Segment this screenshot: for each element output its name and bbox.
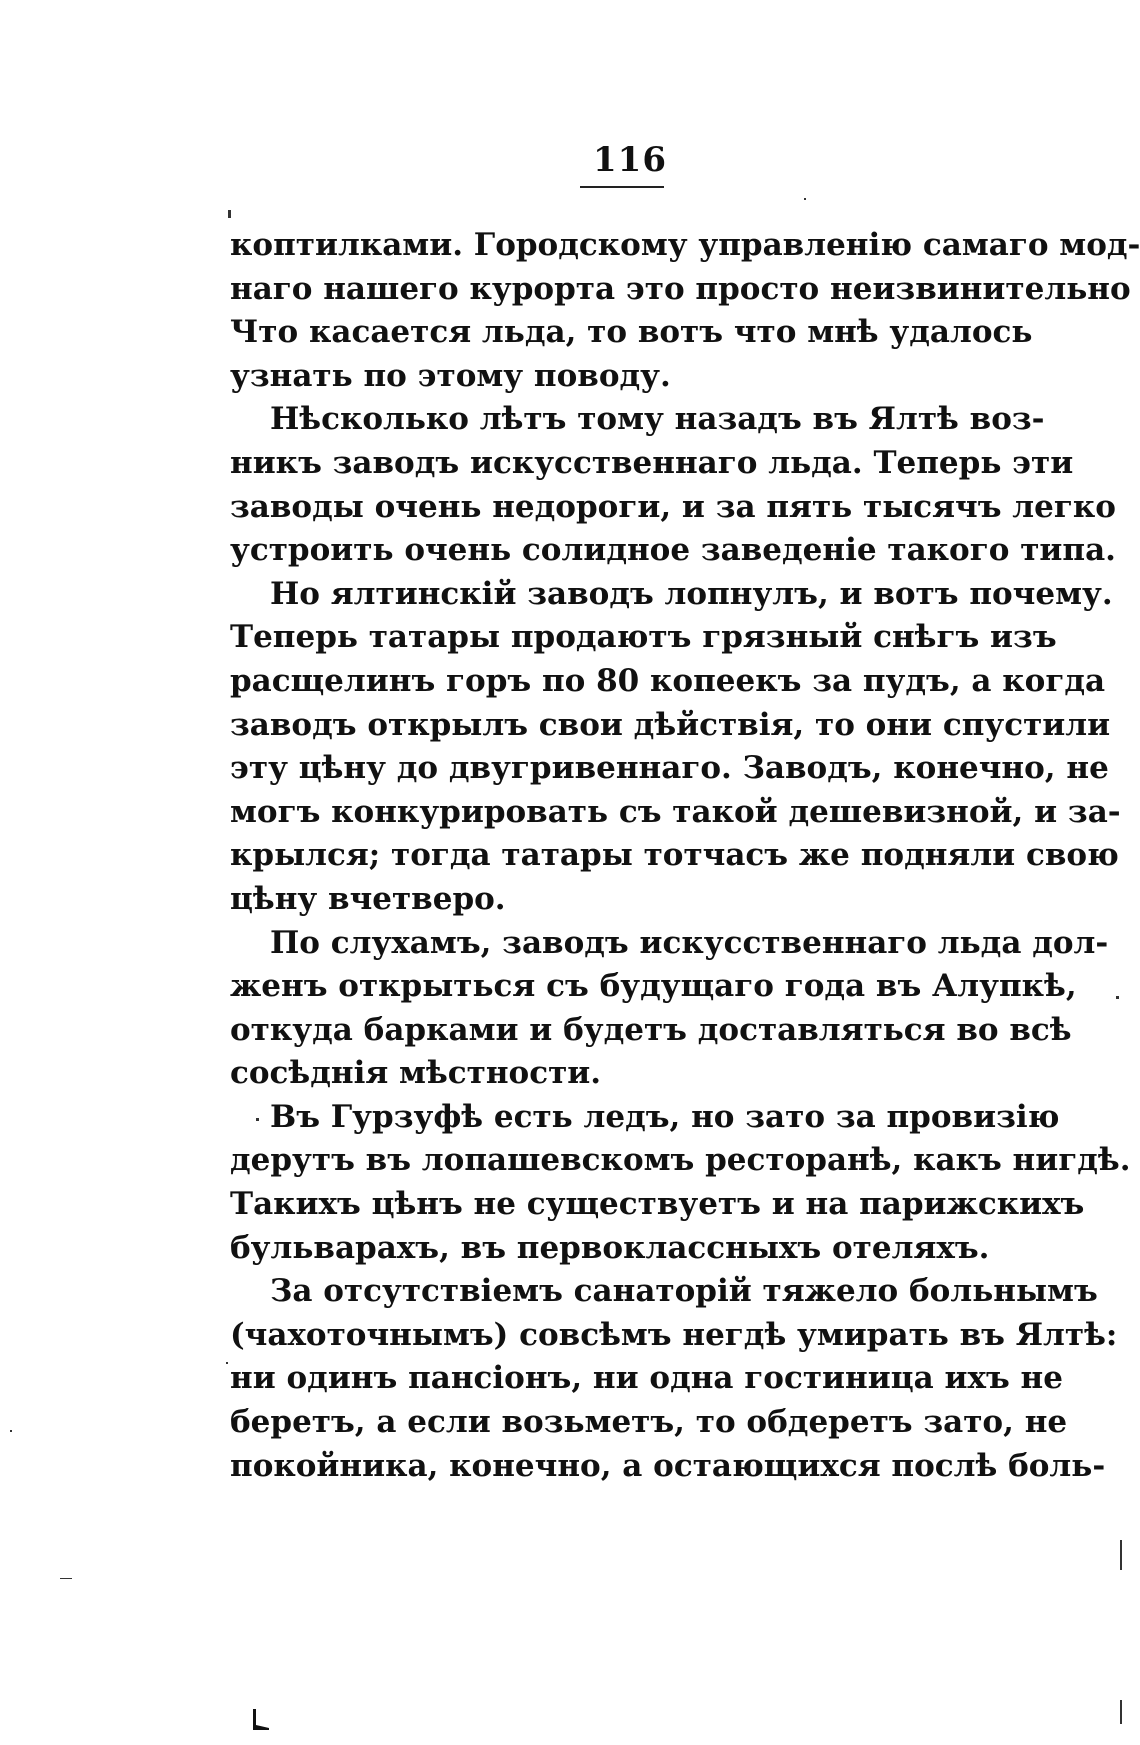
scan-speck [228,210,231,218]
scan-speck [804,198,806,200]
text-line: Въ Гурзуфѣ есть ледъ, но зато за провизію [270,1098,1060,1135]
text-line: За отсутствіемъ санаторій тяжело больнымъ [270,1273,1098,1310]
text-line: могъ конкурировать съ такой дешевизной, и за- [230,793,1121,830]
scan-speck [60,1578,72,1579]
text-line: коптилками. Городскому управленію самаго мод- [230,227,1140,263]
text-line: женъ открыться съ будущаго года въ Алупкѣ, [230,968,1077,1005]
text-line: откуда барками и будетъ доставляться во всѣ [230,1011,1072,1048]
text-line: цѣну вчетверо. [230,880,506,917]
text-line: ни одинъ пансіонъ, ни одна гостиница ихъ не [230,1360,1063,1397]
text-line: эту цѣну до двугривеннаго. Заводъ, конечно, не [230,750,1109,787]
page-number: 116 [593,140,667,180]
text-line: устроить очень солидное заведеніе такого типа. [230,532,1116,569]
text-line: (чахоточнымъ) совсѣмъ негдѣ умирать въ Ялтѣ: [230,1316,1118,1353]
text-line: расщелинъ горъ по 80 копеекъ за пудъ, а когда [230,662,1106,699]
corner-mark-icon [252,1708,270,1730]
text-line: бульварахъ, въ первоклассныхъ отеляхъ. [230,1229,990,1266]
text-line: покойника, конечно, а остающихся послѣ боль- [230,1447,1106,1484]
text-line: заводъ открылъ свои дѣйствія, то они спустили [230,706,1111,743]
scan-speck [1120,1700,1122,1724]
body-text [230,224,1140,1488]
text-line: Нѣсколько лѣтъ тому назадъ въ Ялтѣ воз- [270,401,1045,438]
text-line: По слухамъ, заводъ искусственнаго льда дол- [270,924,1109,961]
text-line: Такихъ цѣнъ не существуетъ и на парижскихъ [230,1186,1085,1223]
text-line: Но ялтинскій заводъ лопнулъ, и вотъ почему. [270,575,1113,612]
text-line: наго нашего курорта это просто неизвинительно [230,270,1131,307]
page-number-rule [580,186,664,188]
text-line: никъ заводъ искусственнаго льда. Теперь эти [230,444,1074,481]
scan-speck [10,1430,12,1432]
text-line: заводы очень недороги, и за пять тысячъ легко [230,488,1116,525]
text-line: сосѣднія мѣстности. [230,1055,602,1092]
scan-speck [1116,996,1119,999]
text-line: Теперь татары продаютъ грязный снѣгъ изъ [230,619,1057,656]
text-line: узнать по этому поводу. [230,357,671,394]
text-line: Что касается льда, то вотъ что мнѣ удалось [230,314,1033,351]
scan-speck [256,1118,259,1121]
scan-speck [1120,1540,1122,1570]
text-line: беретъ, а если возьметъ, то обдеретъ зато, не [230,1404,1068,1441]
text-line: крылся; тогда татары тотчасъ же подняли свою [230,837,1119,874]
scan-speck [226,1362,228,1364]
text-line: дерутъ въ лопашевскомъ ресторанѣ, какъ нигдѣ. [230,1142,1131,1179]
